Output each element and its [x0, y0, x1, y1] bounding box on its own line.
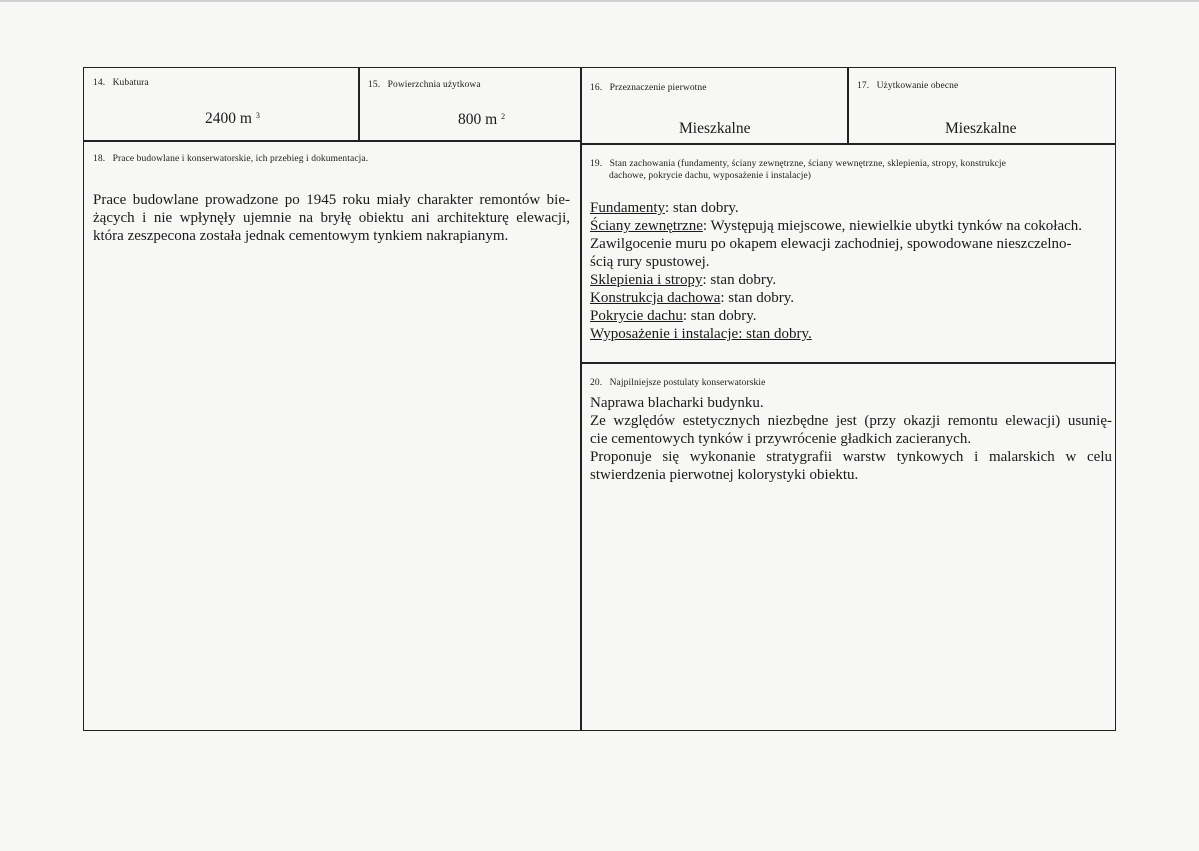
scan-top-edge	[0, 0, 1199, 2]
cell-kubatura	[84, 68, 358, 140]
cell-14-value: 2400 m $^3$	[205, 110, 260, 127]
cell-19-label-line-1: 19. Stan zachowania (fundamenty, ściany zewnętrzne, ściany wewnętrzne, sklepienia, stropy, konstrukcje	[590, 159, 1006, 169]
cell-stan-zachowania	[581, 144, 1115, 362]
cell-20-line-4: Proponuje się wykonanie stratygrafii warstw tynkowych i malarskich w celu	[590, 449, 1112, 465]
cell-20-line-5: stwierdzenia pierwotnej kolorystyki obiektu.	[590, 467, 859, 483]
cell-18-line-2: żących i nie wpłynęły ujemnie na bryłę obiektu ani architekturę elewacji,	[93, 210, 570, 226]
cell-20-label: 20. Najpilniejsze postulaty konserwatorskie	[590, 378, 766, 388]
cell-15-unit-sup: 2	[501, 112, 506, 121]
sciany-value: : Występują miejscowe, niewielkie ubytki tynków na cokołach.	[702, 218, 1083, 234]
sciany-line	[590, 217, 1082, 235]
cell-15-value: 800 m $^2$	[458, 111, 506, 128]
cell-14-unit-sup: 3	[255, 111, 260, 120]
pokrycie-key: Pokrycie dachu	[590, 308, 683, 324]
cell-uzytkowanie	[848, 68, 1115, 143]
cell-18-label: 18. Prace budowlane i konserwatorskie, ich przebieg i dokumentacja.	[93, 154, 369, 164]
konstrukcja-line	[590, 289, 794, 307]
rury-line: ścią rury spustowej.	[590, 254, 710, 270]
pokrycie-value: : stan dobry.	[682, 308, 757, 324]
sklepienia-key: Sklepienia i stropy	[590, 272, 703, 288]
fundamenty-key: Fundamenty	[590, 200, 665, 216]
cell-17-value: Mieszkalne	[945, 120, 1017, 137]
cell-15-label: 15. Powierzchnia użytkowa	[368, 80, 481, 90]
cell-18-line-1: Prace budowlane prowadzone po 1945 roku miały charakter remontów bie-	[93, 192, 570, 208]
sciany-key: Ściany zewnętrzne	[590, 218, 703, 234]
cell-przeznaczenie	[581, 68, 847, 143]
cell-17-label: 17. Użytkowanie obecne	[857, 81, 959, 91]
konstrukcja-value: : stan dobry.	[720, 290, 794, 306]
konstrukcja-key: Konstrukcja dachowa	[590, 290, 721, 306]
wyposazenie-line: Wyposażenie i instalacje: stan dobry.	[590, 326, 812, 342]
cell-20-line-3: cie cementowych tynków i przywrócenie gładkich zacieranych.	[590, 431, 972, 447]
cell-prace-budowlane	[84, 141, 580, 730]
pokrycie-line	[590, 307, 757, 325]
cell-18-line-3: która zeszpecona została jednak cementowym tynkiem nakrapianym.	[93, 228, 509, 244]
cell-14-label: 14. Kubatura	[93, 78, 149, 88]
fundamenty-value: : stan dobry.	[665, 200, 739, 216]
cell-16-value: Mieszkalne	[679, 120, 751, 137]
cell-19-label-line-2: dachowe, pokrycie dachu, wyposażenie i instalacje)	[609, 171, 812, 181]
cell-16-label: 16. Przeznaczenie pierwotne	[590, 83, 707, 93]
cell-20-line-2: Ze względów estetycznych niezbędne jest (przy okazji remontu elewacji) usunię-	[590, 413, 1112, 429]
sklepienia-value: : stan dobry.	[702, 272, 777, 288]
cell-20-line-1: Naprawa blacharki budynku.	[590, 395, 764, 411]
cell-postulaty	[581, 364, 1115, 730]
sklepienia-line	[590, 271, 776, 289]
form-table	[83, 67, 1116, 731]
zawilgocenie-line: Zawilgocenie muru po okapem elewacji zachodniej, spowodowane nieszczelno-	[590, 236, 1072, 252]
cell-powierzchnia	[359, 68, 580, 140]
fundamenty-line	[590, 199, 739, 217]
